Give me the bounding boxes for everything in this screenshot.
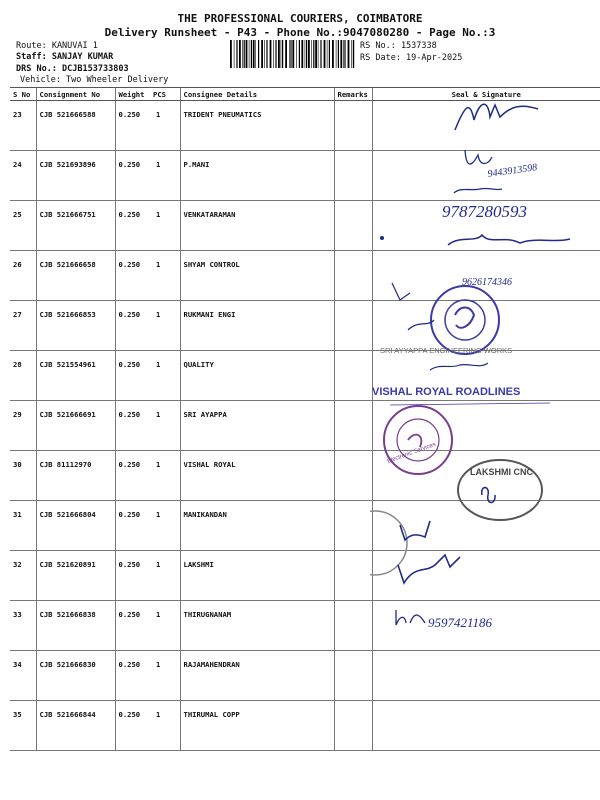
table-row xyxy=(10,151,600,201)
col-consignee: Consignee Details xyxy=(180,88,334,101)
table-row xyxy=(10,551,600,601)
cell-sno: 33 xyxy=(10,601,36,651)
cell-consignment-no: CJB 521666844 xyxy=(36,701,115,751)
cell-pcs: 1 xyxy=(150,201,180,251)
stamp-30: VISHAL ROYAL ROADLINES xyxy=(372,386,521,398)
cell-seal-signature xyxy=(372,301,600,351)
cell-remarks xyxy=(334,701,372,751)
cell-seal-signature xyxy=(372,401,600,451)
route-label: Route: KANUVAI 1 xyxy=(16,41,98,51)
cell-consignee: RUKMANI ENGI xyxy=(180,301,334,351)
cell-weight: 0.250 xyxy=(115,301,150,351)
cell-remarks xyxy=(334,301,372,351)
cell-pcs: 1 xyxy=(150,401,180,451)
cell-consignee: SRI AYAPPA xyxy=(180,401,334,451)
cell-sno: 24 xyxy=(10,151,36,201)
cell-seal-signature xyxy=(372,601,600,651)
cell-weight: 0.250 xyxy=(115,201,150,251)
cell-seal-signature xyxy=(372,501,600,551)
cell-sno: 23 xyxy=(10,101,36,151)
rs-date: RS Date: 19-Apr-2025 xyxy=(360,53,463,63)
cell-consignment-no: CJB 521666838 xyxy=(36,601,115,651)
phone-25: 9787280593 xyxy=(442,202,527,221)
cell-consignment-no: CJB 521554961 xyxy=(36,351,115,401)
cell-weight: 0.250 xyxy=(115,101,150,151)
drs-number: DRS No.: DCJB153733803 xyxy=(16,64,129,74)
cell-sno: 25 xyxy=(10,201,36,251)
cell-sno: 34 xyxy=(10,651,36,701)
cell-remarks xyxy=(334,551,372,601)
cell-weight: 0.250 xyxy=(115,351,150,401)
cell-weight: 0.250 xyxy=(115,251,150,301)
cell-weight: 0.250 xyxy=(115,601,150,651)
table-row xyxy=(10,251,600,301)
cell-sno: 35 xyxy=(10,701,36,751)
cell-weight: 0.250 xyxy=(115,651,150,701)
col-consignment: Consignment No xyxy=(36,88,115,101)
cell-sno: 32 xyxy=(10,551,36,601)
cell-remarks xyxy=(334,651,372,701)
col-seal-signature: Seal & Signature xyxy=(372,88,600,101)
cell-sno: 31 xyxy=(10,501,36,551)
table-header-row xyxy=(10,88,600,101)
stamp-29: SRI AYYAPPA ENGINEERING WORKS xyxy=(380,346,513,355)
cell-pcs: 1 xyxy=(150,101,180,151)
table-row xyxy=(10,201,600,251)
table-row xyxy=(10,451,600,501)
col-weight: Weight xyxy=(115,88,150,101)
cell-consignment-no: CJB 81112970 xyxy=(36,451,115,501)
cell-remarks xyxy=(334,601,372,651)
table-row xyxy=(10,351,600,401)
cell-consignee: RAJAMAHENDRAN xyxy=(180,651,334,701)
col-remarks: Remarks xyxy=(334,88,372,101)
cell-remarks xyxy=(334,151,372,201)
cell-consignment-no: CJB 521666588 xyxy=(36,101,115,151)
cell-consignment-no: CJB 521666853 xyxy=(36,301,115,351)
cell-remarks xyxy=(334,101,372,151)
cell-pcs: 1 xyxy=(150,351,180,401)
svg-text:LAKSHMI CNC: LAKSHMI CNC xyxy=(470,467,533,477)
col-pcs: PCS xyxy=(150,88,180,101)
cell-pcs: 1 xyxy=(150,651,180,701)
cell-consignee: MANIKANDAN xyxy=(180,501,334,551)
table-row xyxy=(10,601,600,651)
cell-consignment-no: CJB 521693896 xyxy=(36,151,115,201)
cell-weight: 0.250 xyxy=(115,451,150,501)
cell-weight: 0.250 xyxy=(115,701,150,751)
cell-sno: 29 xyxy=(10,401,36,451)
runsheet-title: THE PROFESSIONAL COURIERS, COIMBATORE xyxy=(177,12,423,25)
cell-weight: 0.250 xyxy=(115,151,150,201)
staff-label: Staff: SANJAY KUMAR xyxy=(16,52,114,62)
cell-weight: 0.250 xyxy=(115,501,150,551)
cell-consignment-no: CJB 521666830 xyxy=(36,651,115,701)
runsheet-subtitle: Delivery Runsheet - P43 - Phone No.:9047080280 - Page No.:3 xyxy=(104,26,496,39)
cell-remarks xyxy=(334,251,372,301)
cell-consignee: SHYAM CONTROL xyxy=(180,251,334,301)
cell-consignment-no: CJB 521666804 xyxy=(36,501,115,551)
barcode xyxy=(230,40,355,68)
cell-pcs: 1 xyxy=(150,601,180,651)
cell-seal-signature xyxy=(372,101,600,151)
cell-remarks xyxy=(334,401,372,451)
cell-weight: 0.250 xyxy=(115,401,150,451)
phone-35: 9597421186 xyxy=(428,615,493,630)
cell-remarks xyxy=(334,501,372,551)
table-row xyxy=(10,301,600,351)
cell-remarks xyxy=(334,451,372,501)
cell-seal-signature xyxy=(372,201,600,251)
cell-consignee: THIRUMAL COPP xyxy=(180,701,334,751)
cell-consignee: QUALITY xyxy=(180,351,334,401)
cell-seal-signature xyxy=(372,651,600,701)
cell-remarks xyxy=(334,351,372,401)
cell-seal-signature xyxy=(372,351,600,401)
cell-pcs: 1 xyxy=(150,301,180,351)
cell-pcs: 1 xyxy=(150,701,180,751)
cell-seal-signature xyxy=(372,701,600,751)
cell-seal-signature xyxy=(372,151,600,201)
cell-sno: 28 xyxy=(10,351,36,401)
table-row xyxy=(10,701,600,751)
phone-24: 9443913598 xyxy=(486,162,538,180)
rs-number: RS No.: 1537338 xyxy=(360,41,437,51)
cell-sno: 27 xyxy=(10,301,36,351)
cell-seal-signature xyxy=(372,251,600,301)
table-row xyxy=(10,651,600,701)
table-row xyxy=(10,401,600,451)
cell-consignee: TRIDENT PNEUMATICS xyxy=(180,101,334,151)
runsheet-table xyxy=(10,87,600,751)
cell-consignee: VISHAL ROYAL xyxy=(180,451,334,501)
cell-pcs: 1 xyxy=(150,501,180,551)
table-row xyxy=(10,501,600,551)
cell-pcs: 1 xyxy=(150,151,180,201)
svg-text:Electronic Services: Electronic Services xyxy=(386,441,437,465)
phone-27: 9626174346 xyxy=(462,277,512,288)
cell-consignment-no: CJB 521620891 xyxy=(36,551,115,601)
col-sno: S No xyxy=(10,88,36,101)
cell-consignment-no: CJB 521666751 xyxy=(36,201,115,251)
cell-weight: 0.250 xyxy=(115,551,150,601)
cell-sno: 30 xyxy=(10,451,36,501)
cell-consignee: VENKATARAMAN xyxy=(180,201,334,251)
vehicle-label: Vehicle: Two Wheeler Delivery xyxy=(20,75,169,85)
cell-pcs: 1 xyxy=(150,551,180,601)
cell-sno: 26 xyxy=(10,251,36,301)
cell-consignment-no: CJB 521666691 xyxy=(36,401,115,451)
cell-seal-signature xyxy=(372,551,600,601)
cell-consignee: P.MANI xyxy=(180,151,334,201)
cell-pcs: 1 xyxy=(150,251,180,301)
cell-remarks xyxy=(334,201,372,251)
cell-seal-signature xyxy=(372,451,600,501)
cell-consignee: LAKSHMI xyxy=(180,551,334,601)
table-row xyxy=(10,101,600,151)
cell-consignee: THIRUGNANAM xyxy=(180,601,334,651)
cell-consignment-no: CJB 521666658 xyxy=(36,251,115,301)
cell-pcs: 1 xyxy=(150,451,180,501)
